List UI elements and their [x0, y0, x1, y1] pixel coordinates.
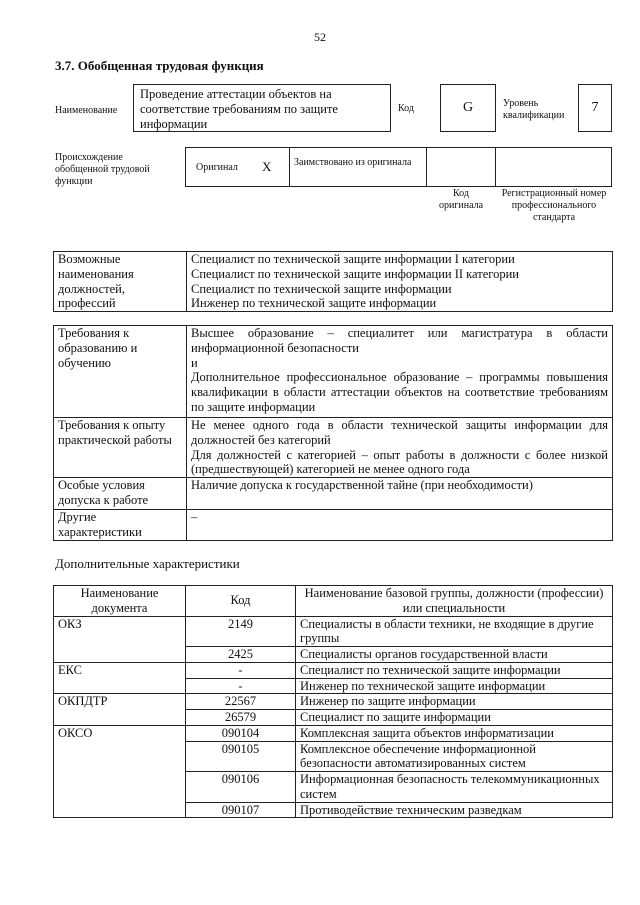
code-cell: 2425: [186, 647, 296, 663]
name-cell: Комплексное обеспечение информационной безопасности автоматизированных систем: [296, 741, 613, 772]
name-label: Наименование: [55, 105, 118, 116]
additional-table: [53, 585, 613, 818]
name-cell: Специалист по защите информации: [296, 710, 613, 726]
code-cell: 090105: [186, 741, 296, 772]
code-value: G: [462, 99, 474, 115]
code-cell: 2149: [186, 616, 296, 647]
education-label: Требования к образованию и обучению: [54, 326, 187, 418]
level-value-box: [578, 84, 612, 132]
col-name-header: Наименование базовой группы, должности (профессии) или специальности: [296, 586, 613, 617]
name-cell: Специалисты в области техники, не входящие в другие группы: [296, 616, 613, 647]
col-code-header: Код: [186, 586, 296, 617]
doc-cell: ОКСО: [54, 725, 186, 818]
requirements-table: [53, 325, 613, 541]
name-value: Проведение аттестации объектов на соответствие требованиям по защите информации: [140, 87, 338, 131]
code-cell: 090106: [186, 772, 296, 803]
reg-number-cell: [495, 147, 612, 187]
additional-title: Дополнительные характеристики: [55, 556, 240, 571]
code-cell: -: [186, 678, 296, 694]
code-cell: 26579: [186, 710, 296, 726]
name-cell: Информационная безопасность телекоммуникационных систем: [296, 772, 613, 803]
experience-label: Требования к опыту практической работы: [54, 418, 187, 478]
education-value: [187, 326, 613, 418]
level-value: 7: [591, 99, 599, 115]
position-item: Специалист по технической защите информации II категории: [191, 266, 519, 281]
education-line: Дополнительное профессиональное образование – программы повышения квалификации в области аттестации объектов на соответствие требованиям по защите информации: [191, 370, 608, 414]
borrowed-cell: [289, 147, 427, 187]
education-line: Высшее образование – специалитет или магистратура в области информационной безопасности: [191, 326, 608, 355]
code-cell: 090104: [186, 725, 296, 741]
name-cell: Противодействие техническим разведкам: [296, 802, 613, 818]
level-label: Уровень квалификации: [503, 98, 565, 121]
page-number: 52: [314, 30, 326, 44]
admission-label: Особые условия допуска к работе: [54, 478, 187, 510]
name-cell: Инженер по технической защите информации: [296, 678, 613, 694]
doc-cell: ЕКС: [54, 662, 186, 694]
code-original-caption: Код оригинала: [438, 188, 484, 211]
admission-value: Наличие допуска к государственной тайне (при необходимости): [187, 478, 613, 510]
code-cell: -: [186, 662, 296, 678]
name-cell: Специалист по технической защите информации: [296, 662, 613, 678]
experience-line: Не менее одного года в области технической защиты информации для должностей без категорий: [191, 418, 608, 447]
code-value-box: [440, 84, 496, 132]
other-value: –: [187, 510, 613, 541]
experience-line: Для должностей с категорией – опыт работы в должности с более низкой (предшествующей) категорией не менее одного года: [191, 447, 608, 477]
original-cell: [185, 147, 290, 187]
name-cell: Комплексная защита объектов информатизации: [296, 725, 613, 741]
other-label: Другие характеристики: [54, 510, 187, 541]
origin-label: Происхождение обобщенной трудовой функции: [55, 152, 150, 187]
borrowed-label: Заимствовано из оригинала: [294, 157, 412, 168]
code-label: Код: [398, 103, 414, 114]
name-value-box: [133, 84, 391, 132]
education-line: и: [191, 355, 198, 370]
position-item: Инженер по технической защите информации: [191, 296, 437, 311]
col-doc-header: Наименование документа: [54, 586, 186, 617]
original-mark: X: [262, 159, 272, 174]
code-cell: 22567: [186, 694, 296, 710]
section-title: 3.7. Обобщенная трудовая функция: [55, 58, 264, 73]
experience-value: [187, 418, 613, 478]
positions-label: Возможные наименования должностей, профессий: [54, 252, 187, 312]
code-original-cell: [426, 147, 496, 187]
name-cell: Инженер по защите информации: [296, 694, 613, 710]
doc-cell: ОКПДТР: [54, 694, 186, 726]
position-item: Специалист по технической защите информации I категории: [191, 252, 515, 266]
positions-list: [187, 252, 613, 312]
positions-table: [53, 251, 613, 312]
reg-number-caption: Регистрационный номер профессионального стандарта: [501, 188, 607, 223]
name-cell: Специалисты органов государственной власти: [296, 647, 613, 663]
position-item: Специалист по технической защите информации: [191, 281, 452, 296]
code-cell: 090107: [186, 802, 296, 818]
doc-cell: ОКЗ: [54, 616, 186, 662]
original-label: Оригинал: [196, 162, 238, 173]
